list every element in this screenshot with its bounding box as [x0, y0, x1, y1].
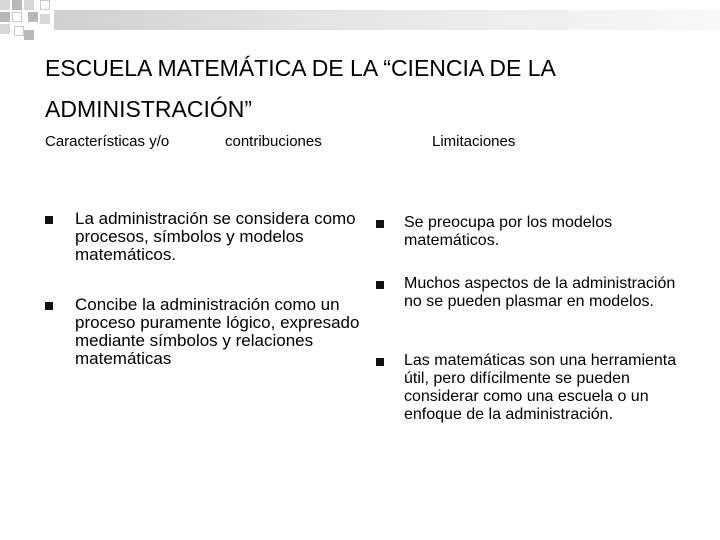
left-item-text: La administración se considera como procesos, símbolos y modelos matemáticos. [75, 209, 356, 264]
deco-square [0, 0, 10, 10]
slide-title: ESCUELA MATEMÁTICA DE LA “CIENCIA DE LA ADMINISTRACIÓN” [45, 55, 555, 122]
header-limitations: Limitaciones [432, 133, 516, 150]
square-bullet-icon [45, 302, 53, 310]
right-item-text: Se preocupa por los modelos matemáticos. [404, 214, 613, 249]
deco-square [24, 0, 34, 10]
header-characteristics: Características y/o [45, 133, 170, 150]
deco-square [14, 26, 24, 36]
right-list-item [376, 214, 694, 250]
right-list-item [376, 275, 694, 311]
left-list-item [45, 210, 360, 264]
deco-square [40, 0, 50, 10]
deco-square [12, 12, 22, 22]
deco-square [28, 12, 38, 22]
square-bullet-icon [376, 358, 384, 366]
deco-square [0, 12, 10, 22]
header-gradient-bar [54, 10, 720, 30]
deco-square [0, 24, 10, 34]
right-list-item [376, 352, 694, 424]
square-bullet-icon [376, 281, 384, 289]
deco-square [24, 30, 34, 40]
left-item-text: Concibe la administración como un proceso puramente lógico, expresado mediante símbolos y relaciones matemáticas [75, 295, 360, 368]
left-list-item [45, 296, 360, 368]
square-bullet-icon [45, 216, 53, 224]
right-item-text: Las matemáticas son una herramienta útil, pero difícilmente se pueden considerar como una escuela o un enfoque de la administración. [404, 352, 677, 423]
right-item-text: Muchos aspectos de la administración no se pueden plasmar en modelos. [404, 275, 676, 310]
deco-square [40, 14, 50, 24]
deco-square [12, 0, 22, 10]
header-contributions: contribuciones [225, 133, 322, 150]
square-bullet-icon [376, 220, 384, 228]
